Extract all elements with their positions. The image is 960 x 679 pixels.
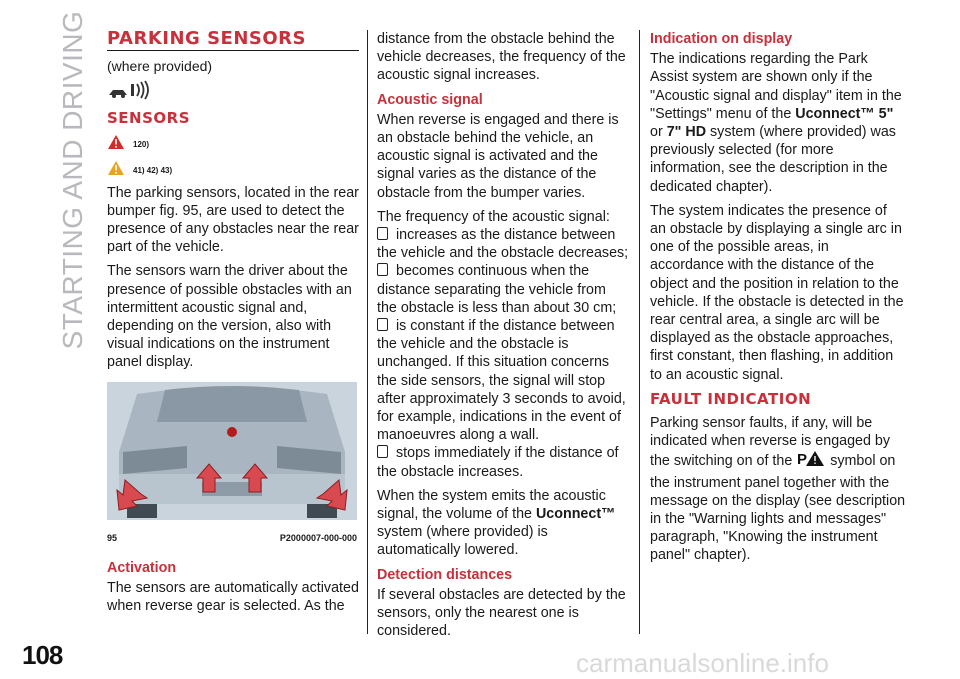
where-provided-note: (where provided)	[107, 58, 213, 75]
bullet-checkbox-icon	[377, 227, 388, 240]
paragraph: distance from the obstacle behind the vehicle decreases, the frequency of the acoustic signal increases.	[377, 31, 626, 84]
paragraph: If several obstacles are detected by the sensors, only the nearest one is considered.	[377, 586, 626, 640]
paragraph: The sensors are automatically activated when reverse gear is selected. As the	[107, 580, 359, 615]
figure-code: P2000007-000-000	[279, 532, 357, 543]
subsection-heading-activation: Activation	[107, 560, 177, 577]
list-item: increases as the distance between the vehicle and the obstacle decreases;	[377, 227, 629, 262]
list-item: is constant if the distance between the vehicle and the obstacle is unchanged. If this situation concerns the side sensors, the signal will stop after approximately 3 seconds to avoid, for example, indications in the event of manoeuvres along a wall.	[377, 318, 626, 444]
list-item: becomes continuous when the distance separating the vehicle from the obstacle is less than about 30 cm;	[377, 263, 617, 316]
paragraph: The frequency of the acoustic signal:	[377, 208, 610, 225]
watermark: carmanualsonline.info	[576, 648, 829, 678]
bullet-checkbox-icon	[377, 318, 388, 331]
list-item: stops immediately if the distance of the obstacle increases.	[377, 445, 619, 480]
subsection-heading-display: Indication on display	[650, 31, 793, 47]
caution-references: 41) 42) 43)	[133, 165, 173, 175]
paragraph-display: The indications regarding the Park Assist system are shown only if the "Acoustic signal and display" item in the "Settings" menu of the Uconnect™ 5" or 7" HD system (where provided) was previously selected (for more information, see the description in the dedicated chapter).	[650, 51, 902, 195]
column-3	[650, 30, 906, 571]
bullet-checkbox-icon	[377, 263, 388, 276]
parking-sensor-icon	[107, 80, 151, 105]
figure-rear-bumper	[107, 382, 357, 547]
paragraph: The parking sensors, located in the rear bumper fig. 95, are used to detect the presence of any obstacles near the rear part of the vehicle.	[107, 184, 359, 256]
column-divider	[639, 30, 640, 634]
warning-references: 120)	[133, 139, 150, 149]
page-number: 108	[22, 640, 63, 670]
rear-car-illustration	[107, 382, 357, 525]
paragraph: The system indicates the presence of an obstacle by displaying a single arc in one of the possible areas, in accordance with the distance of the object and the position in relation to the vehicle. If the obstacle is detected in the rear central area, a single arc will be displayed as the obstacle approaches, first constant, then flashing, in addition to an acoustic signal.	[650, 202, 904, 383]
column-1	[107, 30, 359, 622]
subsection-heading-sensors: SENSORS	[107, 109, 191, 128]
column-2	[377, 30, 629, 647]
paragraph-fault: Parking sensor faults, if any, will be indicated when reverse is engaged by the switching on of the P symbol on the instrument panel together with the message on the display (see description in the "Warning lights and messages" paragraph, "Knowing the instrument panel" chapter).	[650, 415, 906, 564]
paragraph: When reverse is engaged and there is an obstacle behind the vehicle, an acoustic signal is activated and the signal varies as the distance of the obstacle from the bumper varies.	[377, 111, 619, 201]
warning-triangle-red-icon	[107, 134, 125, 155]
caution-triangle-yellow-icon	[107, 160, 125, 181]
subsection-heading-acoustic: Acoustic signal	[377, 91, 483, 108]
parking-fault-warning-icon	[796, 450, 826, 473]
caution-ref-row	[107, 160, 359, 182]
bullet-checkbox-icon	[377, 445, 388, 458]
paragraph: The sensors warn the driver about the presence of possible obstacles with an intermittent acoustic signal and, depending on the version, also with visual indications on the instrument panel display.	[107, 263, 352, 371]
subsection-heading-detection: Detection distances	[377, 566, 513, 583]
warning-ref-row	[107, 134, 359, 156]
section-heading: PARKING SENSORS	[107, 30, 359, 51]
feature-icon-row	[107, 81, 359, 103]
figure-number: 95	[107, 532, 118, 543]
svg-text:P: P	[797, 451, 808, 469]
column-divider	[367, 30, 368, 634]
chapter-side-title: STARTING AND DRIVING	[57, 10, 88, 350]
section-heading-fault: FAULT INDICATION	[650, 389, 812, 408]
bullet-list	[377, 226, 629, 481]
paragraph-volume: When the system emits the acoustic signal, the volume of the Uconnect™ system (where provided) is automatically lowered.	[377, 487, 616, 559]
